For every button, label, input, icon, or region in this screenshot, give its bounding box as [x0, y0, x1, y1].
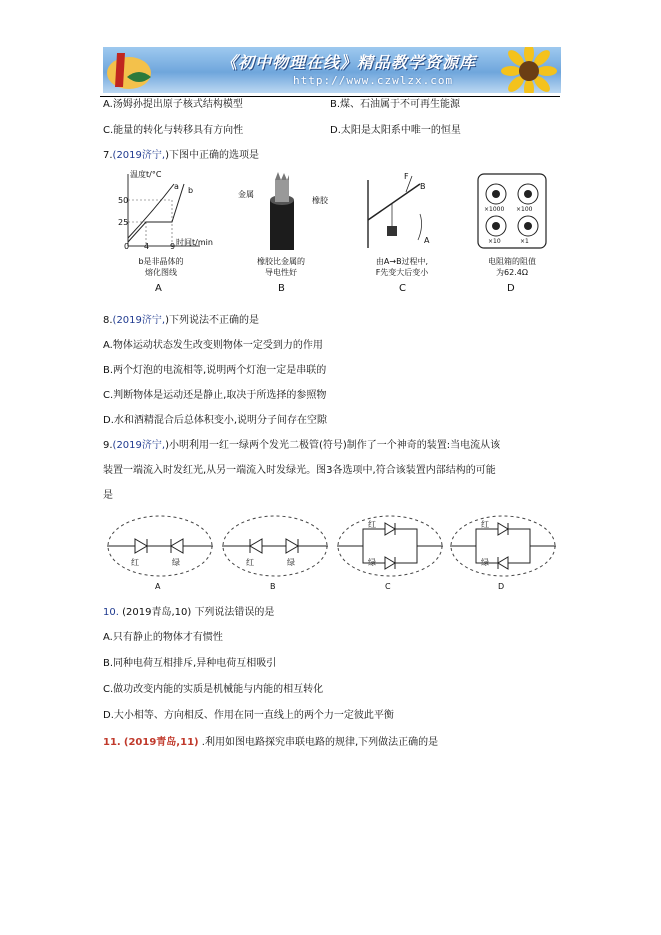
figure-c-caption-1: 由A→B过程中, [375, 257, 429, 266]
figure-a-caption-1: b是非晶体的 [138, 257, 184, 266]
figure-b-caption-2: 导电性好 [265, 268, 297, 277]
q8-option-d: D.水和酒精混合后总体积变小,说明分子间存在空隙 [103, 415, 328, 426]
graph-curve-a: a [174, 182, 179, 191]
figure-a-caption-2: 熔化图线 [145, 268, 177, 277]
fig9c-red: 红 [368, 520, 376, 529]
q10-option-b: B.同种电荷互相排斥,异种电荷互相吸引 [103, 658, 277, 669]
sunflower-icon [489, 47, 559, 93]
header-rule [100, 96, 560, 97]
graph-tick-0: 0 [124, 242, 130, 251]
question-stem: )下列说法不正确的是 [165, 315, 259, 326]
site-logo-icon [103, 47, 163, 93]
question-stem: )下图中正确的选项是 [165, 150, 259, 161]
label-g: G [392, 212, 399, 221]
q10-option-d: D.大小相等、方向相反、作用在同一直线上的两个力一定彼此平衡 [103, 710, 394, 721]
label-rubber: 橡胶 [312, 196, 328, 205]
question-stem: 下列说法错误的是 [194, 607, 275, 618]
graph-curve-b: b [188, 186, 194, 195]
fig9a-green: 绿 [172, 558, 180, 567]
figure-d-caption-1: 电阻箱的阻值 [488, 257, 536, 266]
figure-a-letter: A [155, 283, 162, 294]
figure-9d [448, 513, 558, 579]
question-number: 9. [103, 440, 113, 451]
question-source: (2019济宁, [112, 315, 166, 326]
figure-9c [335, 513, 445, 579]
question-stem: .利用如图电路探究串联电路的规律,下列做法正确的是 [201, 737, 439, 748]
question-stem-1: )小明利用一红一绿两个发光二极管(符号)制作了一个神奇的装置:当电流从该 [165, 440, 501, 451]
figure-d-caption-2: 为62.4Ω [496, 268, 528, 277]
question-number: 8. [103, 315, 113, 326]
question-number: 10. [103, 607, 119, 618]
fig9-letter-d: D [498, 582, 505, 591]
question-9 [103, 439, 500, 452]
question-source: (2019青岛,10) [122, 607, 192, 618]
q8-option-b: B.两个灯泡的电流相等,说明两个灯泡一定是串联的 [103, 365, 327, 376]
dial-x1000: ×1000 [484, 206, 505, 213]
fig9-letter-c: C [385, 582, 391, 591]
label-metal: 金属 [238, 190, 254, 199]
banner-url[interactable]: http://www.czwlzx.com [293, 74, 454, 87]
question-source: (2019济宁, [112, 440, 166, 451]
option-a: A.汤姆孙提出原子核式结构模型 [103, 99, 243, 110]
q8-option-a: A.物体运动状态发生改变则物体一定受到力的作用 [103, 340, 323, 351]
graph-tick-4: 4 [144, 242, 150, 251]
dial-x10: ×10 [488, 238, 501, 245]
figure-c-caption-2: F先变大后变小 [375, 268, 429, 277]
q10-option-a: A.只有静止的物体才有惯性 [103, 632, 223, 643]
figure-9a [105, 513, 215, 579]
header-banner [103, 47, 561, 93]
dial-x100: ×100 [516, 206, 533, 213]
question-source: (2019青岛,11) [123, 737, 199, 748]
fig9d-red: 红 [481, 520, 489, 529]
graph-tick-25: 25 [118, 218, 129, 227]
fig9-letter-a: A [155, 582, 161, 591]
option-b: B.煤、石油属于不可再生能源 [330, 99, 461, 110]
graph-ylabel: 温度t/°C [130, 170, 162, 179]
label-f: F [404, 172, 409, 181]
graph-tick-9: 9 [170, 242, 176, 251]
question-source: (2019济宁, [112, 150, 166, 161]
q8-option-c: C.判断物体是运动还是静止,取决于所选择的参照物 [103, 390, 327, 401]
dial-x1: ×1 [520, 238, 529, 245]
fig9a-red: 红 [131, 558, 139, 567]
figure-9b [220, 513, 330, 579]
fig9b-red: 红 [246, 558, 254, 567]
question-11 [103, 736, 438, 749]
label-a: A [424, 236, 430, 245]
question-number: 7. [103, 150, 113, 161]
graph-tick-50: 50 [118, 196, 129, 205]
fig9c-green: 绿 [368, 558, 376, 567]
fig9b-green: 绿 [287, 558, 295, 567]
figure-b-caption-1: 橡胶比金属的 [257, 257, 305, 266]
q10-option-c: C.做功改变内能的实质是机械能与内能的相互转化 [103, 684, 324, 695]
fig9d-green: 绿 [481, 558, 489, 567]
question-number: 11. [103, 737, 121, 748]
question-9-line-3: 是 [103, 490, 113, 501]
graph-xlabel: 时间t/min [176, 238, 213, 247]
banner-title: 《初中物理在线》精品教学资源库 [221, 53, 477, 72]
option-d: D.太阳是太阳系中唯一的恒星 [330, 125, 461, 136]
label-b: B [420, 182, 426, 191]
question-8 [103, 314, 259, 327]
question-7 [103, 149, 259, 162]
option-c: C.能量的转化与转移具有方向性 [103, 125, 244, 136]
figure-b-letter: B [278, 283, 285, 294]
figure-d-letter: D [507, 283, 515, 294]
question-10 [103, 606, 274, 619]
fig9-letter-b: B [270, 582, 276, 591]
question-9-line-2: 装置一端流入时发红光,从另一端流入时发绿光。图3各选项中,符合该装置内部结构的可能 [103, 465, 496, 476]
figure-b-cable [262, 170, 302, 252]
figure-c-letter: C [399, 283, 406, 294]
